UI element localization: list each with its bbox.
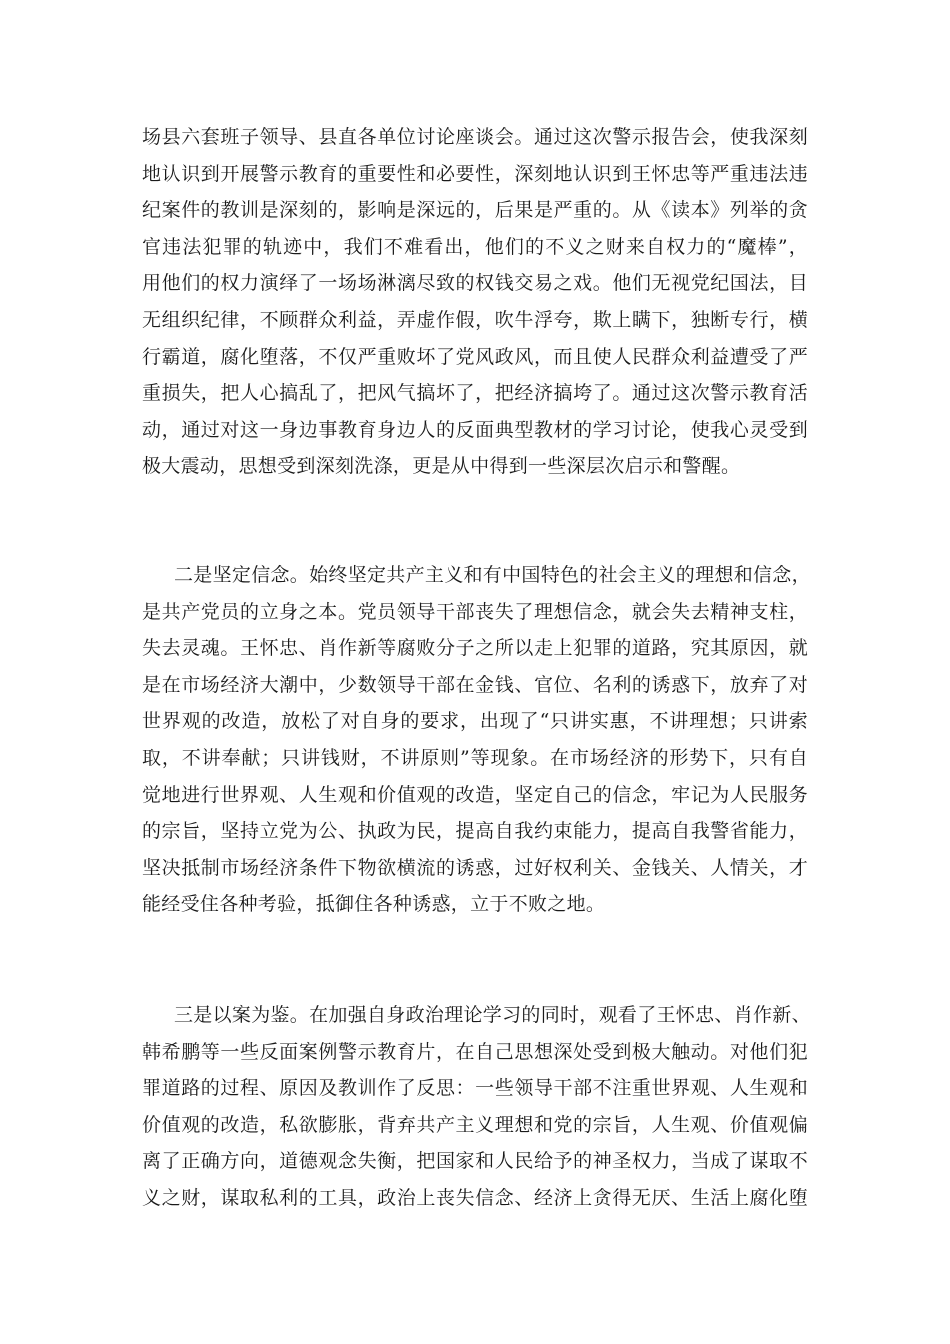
paragraph-1 xyxy=(142,119,808,485)
text-line: 动，通过对这一身边事教育身边人的反面典型教材的学习讨论，使我心灵受到 xyxy=(142,418,808,441)
text-line-first: 三是以案为鉴。在加强自身政治理论学习的同时，观看了王怀忠、肖作新、 xyxy=(174,1004,811,1026)
text-line: 世界观的改造，放松了对自身的要求，出现了“只讲实惠，不讲理想；只讲索 xyxy=(142,710,808,733)
paragraph-2 xyxy=(142,557,811,923)
text-line: 觉地进行世界观、人生观和价值观的改造，坚定自己的信念，牢记为人民服务 xyxy=(142,783,808,806)
text-line: 取，不讲奉献；只讲钱财，不讲原则”等现象。在市场经济的形势下，只有自 xyxy=(142,746,808,769)
text-line: 的宗旨，坚持立党为公、执政为民，提高自我约束能力，提高自我警省能力， xyxy=(142,820,808,843)
text-line: 义之财，谋取私利的工具，政治上丧失信念、经济上贪得无厌、生活上腐化堕 xyxy=(142,1186,808,1209)
text-line: 是在市场经济大潮中，少数领导干部在金钱、官位、名利的诱惑下，放弃了对 xyxy=(142,673,808,696)
text-line: 坚决抵制市场经济条件下物欲横流的诱惑，过好权利关、金钱关、人情关，才 xyxy=(142,856,808,879)
text-line: 重损失，把人心搞乱了，把风气搞坏了，把经济搞垮了。通过这次警示教育活 xyxy=(142,382,808,405)
text-line: 场县六套班子领导、县直各单位讨论座谈会。通过这次警示报告会，使我深刻 xyxy=(142,126,808,148)
text-line: 官违法犯罪的轨迹中，我们不难看出，他们的不义之财来自权力的“魔棒”， xyxy=(142,235,808,258)
text-line: 无组织纪律，不顾群众利益，弄虚作假，吹牛浮夸，欺上瞒下，独断专行，横 xyxy=(142,308,808,331)
text-line: 纪案件的教训是深刻的，影响是深远的，后果是严重的。从《读本》列举的贪 xyxy=(142,199,808,222)
text-line: 用他们的权力演绎了一场场淋漓尽致的权钱交易之戏。他们无视党纪国法，目 xyxy=(142,272,808,295)
text-line: 地认识到开展警示教育的重要性和必要性，深刻地认识到王怀忠等严重违法违 xyxy=(142,162,808,185)
text-line: 离了正确方向，道德观念失衡，把国家和人民给予的神圣权力，当成了谋取不 xyxy=(142,1150,808,1173)
text-line: 罪道路的过程、原因及教训作了反思：一些领导干部不注重世界观、人生观和 xyxy=(142,1077,808,1100)
text-line-last: 极大震动，思想受到深刻洗涤，更是从中得到一些深层次启示和警醒。 xyxy=(142,455,741,478)
text-line-last: 能经受住各种考验，抵御住各种诱惑，立于不败之地。 xyxy=(142,893,606,916)
text-line-first: 二是坚定信念。始终坚定共产主义和有中国特色的社会主义的理想和信念， xyxy=(174,564,811,586)
text-line: 韩希鹏等一些反面案例警示教育片，在自己思想深处受到极大触动。对他们犯 xyxy=(142,1040,808,1063)
paragraph-3 xyxy=(142,997,811,1217)
text-line: 价值观的改造，私欲膨胀，背弃共产主义理想和党的宗旨，人生观、价值观偏 xyxy=(142,1113,808,1136)
text-line: 是共产党员的立身之本。党员领导干部丧失了理想信念，就会失去精神支柱， xyxy=(142,600,808,623)
text-line: 失去灵魂。王怀忠、肖作新等腐败分子之所以走上犯罪的道路，究其原因，就 xyxy=(142,637,808,660)
text-line: 行霸道，腐化堕落，不仅严重败坏了党风政风，而且使人民群众利益遭受了严 xyxy=(142,345,808,368)
